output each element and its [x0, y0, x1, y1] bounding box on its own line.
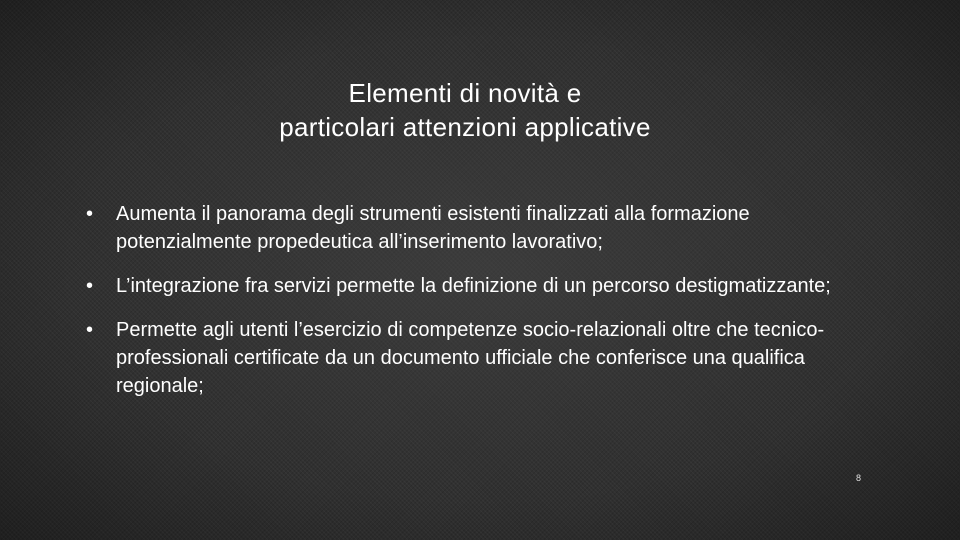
page-number: 8	[856, 473, 862, 483]
bullet-item	[86, 200, 846, 256]
slide-title	[0, 76, 930, 144]
bullet-text: Aumenta il panorama degli strumenti esistenti finalizzati alla formazione potenzialmente propedeutica all’inserimento lavorativo;	[116, 203, 750, 253]
bullet-text: Permette agli utenti l’esercizio di competenze socio-relazionali oltre che tecnico-professionali certificate da un documento ufficiale che conferisce una qualifica regionale;	[116, 319, 825, 397]
bullet-text: L’integrazione fra servizi permette la definizione di un percorso destigmatizzante;	[116, 275, 831, 297]
bullet-item	[86, 316, 846, 400]
bullet-marker: •	[86, 319, 94, 341]
bullet-marker: •	[86, 275, 94, 297]
title-line-2: particolari attenzioni applicative	[279, 112, 651, 142]
bullet-item	[86, 272, 846, 300]
bullet-list	[86, 200, 846, 416]
title-line-1: Elementi di novità e	[348, 78, 582, 108]
bullet-marker: •	[86, 203, 94, 225]
